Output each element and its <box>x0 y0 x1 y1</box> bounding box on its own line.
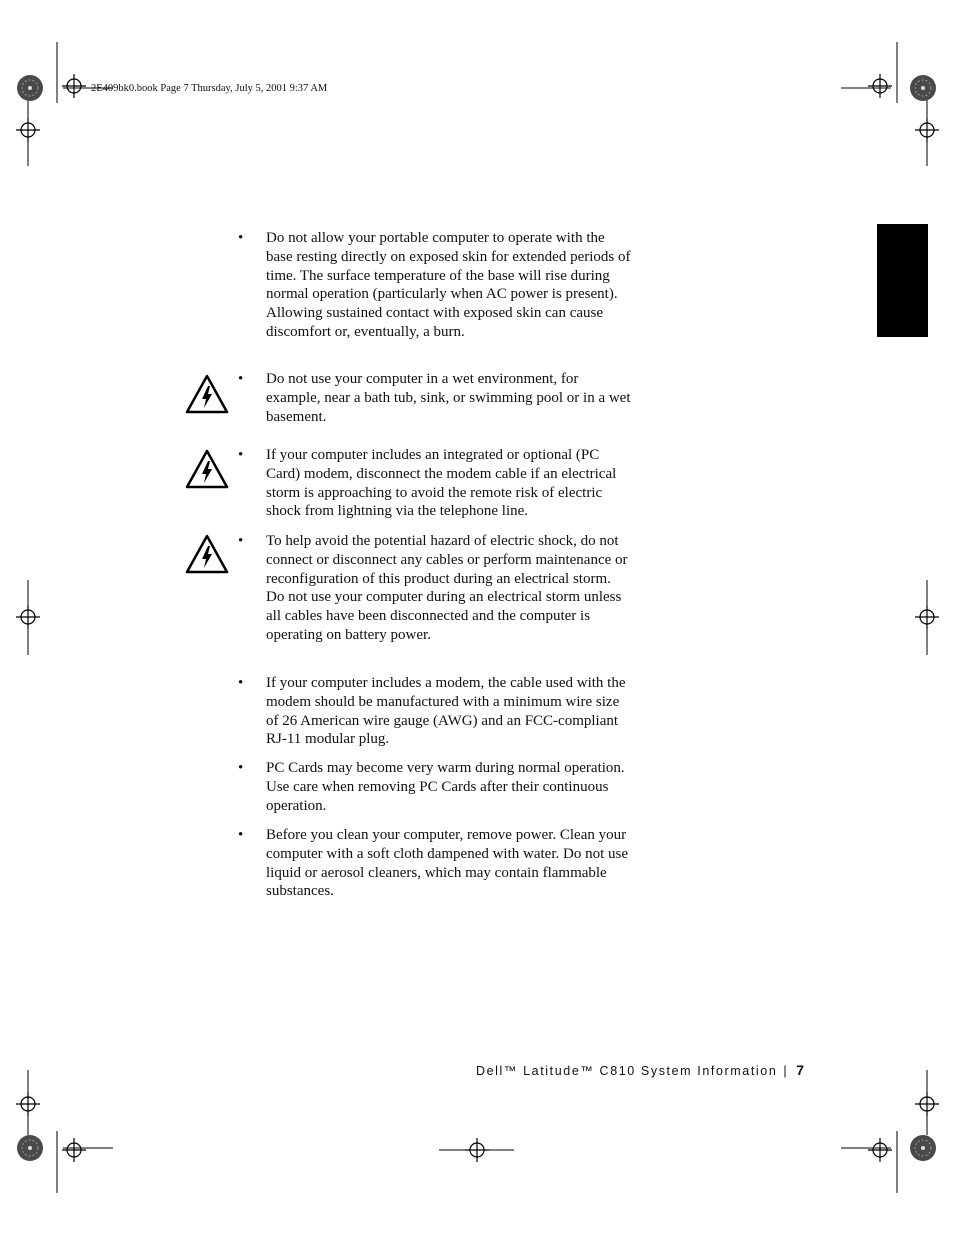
electric-shock-warning-icon <box>185 534 229 574</box>
list-item-text: If your computer includes a modem, the cable used with the modem should be manufactured with a minimum wire size of 26 American wire gauge (AWG) and an FCC-compliant RJ-11 modular plug. <box>266 675 626 748</box>
electric-shock-warning-icon <box>185 449 229 489</box>
print-slug-line: 2E409bk0.book Page 7 Thursday, July 5, 2001 9:37 AM <box>91 83 328 94</box>
bullet-marker: • <box>238 533 244 549</box>
list-item-text: PC Cards may become very warm during normal operation. Use care when removing PC Cards after their continuous operation. <box>266 760 625 814</box>
list-item <box>238 759 638 815</box>
bullet-marker: • <box>238 230 244 246</box>
bullet-marker: • <box>238 827 244 843</box>
footer-separator: | <box>783 1064 789 1078</box>
electric-shock-warning-icon <box>185 374 229 414</box>
footer-title: Dell™ Latitude™ C810 System Information <box>476 1064 778 1078</box>
bullet-marker: • <box>238 675 244 691</box>
list-item-text: Do not allow your portable computer to operate with the base resting directly on exposed skin for extended periods of time. The surface temperature of the base will rise during normal operation (particularly when AC power is present). Allowing sustained contact with exposed skin can cause discomfort or, eventually, a burn. <box>266 230 631 340</box>
bullet-marker: • <box>238 371 244 387</box>
list-item-text: If your computer includes an integrated or optional (PC Card) modem, disconnect the modem cable if an electrical storm is approaching to avoid the remote risk of electric shock from lightning via the telephone line. <box>266 447 617 520</box>
list-item <box>238 446 638 521</box>
bullet-marker: • <box>238 447 244 463</box>
list-item-text: Before you clean your computer, remove power. Clean your computer with a soft cloth dampened with water. Do not use liquid or aerosol cleaners, which may contain flammable substances. <box>266 827 628 900</box>
section-thumb-tab <box>877 224 928 337</box>
list-item <box>238 674 638 749</box>
list-item <box>238 370 638 426</box>
page-footer <box>476 1062 804 1078</box>
list-item-text: Do not use your computer in a wet environment, for example, near a bath tub, sink, or swimming pool or in a wet basement. <box>266 371 631 425</box>
page-number: 7 <box>796 1062 805 1078</box>
bullet-marker: • <box>238 760 244 776</box>
list-item <box>238 532 638 645</box>
list-item <box>238 826 638 901</box>
list-item <box>238 229 638 342</box>
list-item-text: To help avoid the potential hazard of electric shock, do not connect or disconnect any cables or perform maintenance or reconfiguration of this product during an electrical storm. Do not use your computer during an electrical storm unless all cables have been disconnected and the computer is operating on battery power. <box>266 533 628 643</box>
